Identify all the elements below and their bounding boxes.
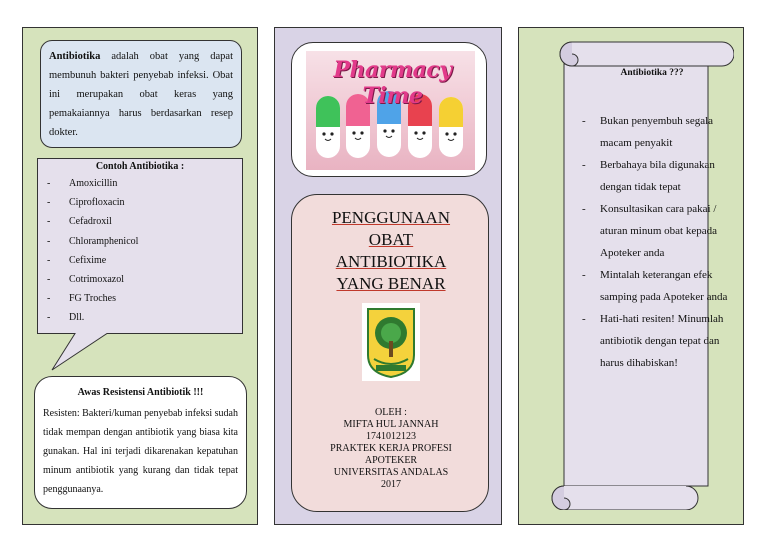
center-panel (274, 27, 502, 525)
credit-line: PRAKTEK KERJA PROFESI (330, 443, 452, 454)
examples-callout (37, 158, 243, 374)
definition-box (40, 40, 242, 148)
right-panel (518, 27, 744, 525)
credit-line: OLEH : (375, 407, 407, 418)
examples-list (37, 174, 243, 328)
warning-box (34, 376, 247, 509)
title-box (291, 194, 489, 512)
credit-line: UNIVERSITAS ANDALAS (333, 467, 449, 478)
list-item: - Hati-hati resiten! Minumlah antibiotik dengan tepat dan harus dihabiskan! (582, 308, 732, 374)
photo-title: Pharmacy Time (333, 57, 452, 109)
warning-text: Resisten: Bakteri/kuman penyebab infeksi sudah tidak mempan dengan antibiotik yang biasa kita gunakan. Hal ini terjadi dikarenakan kepatuhan minum antibiotik yang kurang dan tidak tepat penggunaanya. (43, 408, 238, 495)
examples-title: Contoh Antibiotika : (95, 161, 185, 172)
credits (292, 407, 490, 491)
definition-text: adalah obat yang dapat membunuh bakteri penyebab infeksi. Obat ini merupakan obat keras yang pemakaiannya harus berdasarkan resep dokter. (49, 51, 234, 138)
list-item: - Mintalah keterangan efek samping pada Apoteker anda (582, 264, 732, 308)
title-line: OBAT (368, 230, 414, 249)
title-line: ANTIBIOTIKA (335, 252, 447, 271)
list-item: - FG Troches (47, 289, 243, 308)
warning-title: Awas Resistensi Antibiotik !!! (77, 387, 204, 398)
photo-frame (291, 42, 487, 177)
credit-line: 2017 (381, 479, 401, 490)
scroll-banner (536, 40, 734, 510)
tips-list (582, 110, 732, 374)
scroll-title: Antibiotika ??? (620, 68, 684, 78)
list-item: - Berbahaya bila digunakan dengan tidak tepat (582, 154, 732, 198)
list-item: - Bukan penyembuh segala macam penyakit (582, 110, 732, 154)
title-line: PENGGUNAAN (331, 208, 451, 227)
list-item: - Cefadroxil (47, 212, 243, 231)
list-item: - Konsultasikan cara pakai / aturan minum obat kepada Apoteker anda (582, 198, 732, 264)
list-item: - Amoxicillin (47, 174, 243, 193)
list-item: - Dll. (47, 308, 243, 327)
title-line: YANG BENAR (336, 274, 446, 293)
list-item: - Ciprofloxacin (47, 193, 243, 212)
definition-term: Antibiotika (49, 51, 101, 62)
leaflet-title (292, 207, 490, 295)
credit-line: 1741012123 (366, 431, 416, 442)
credit-line: MIFTA HUL JANNAH (343, 419, 439, 430)
left-panel (22, 27, 258, 525)
list-item: - Cefixime (47, 251, 243, 270)
credit-line: APOTEKER (364, 455, 418, 466)
list-item: - Chloramphenicol (47, 232, 243, 251)
university-emblem-icon (362, 303, 420, 381)
list-item: - Cotrimoxazol (47, 270, 243, 289)
pill-photo (306, 51, 475, 170)
